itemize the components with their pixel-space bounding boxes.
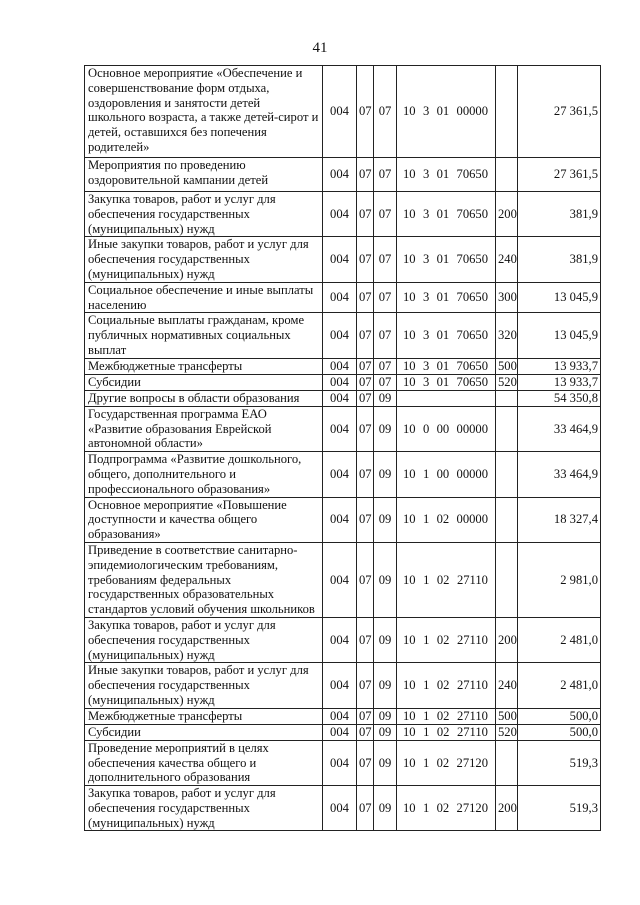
row-name: Основное мероприятие «Повышение доступности и качества общего образования» (85, 497, 323, 542)
row-vr: 300 (496, 282, 518, 313)
row-sum: 519,3 (518, 740, 601, 785)
csr-part: 3 (422, 167, 430, 182)
row-rz: 07 (357, 66, 374, 158)
csr-code (399, 375, 493, 390)
csr-code (399, 290, 493, 305)
csr-code (399, 801, 493, 816)
csr-part: 01 (436, 374, 450, 389)
row-rz: 07 (357, 313, 374, 358)
row-vr: 520 (496, 374, 518, 390)
row-rz: 07 (357, 617, 374, 662)
csr-part: 01 (436, 167, 450, 182)
row-vr (496, 542, 518, 617)
csr-part: 70650 (456, 358, 488, 373)
csr-part: 1 (423, 678, 430, 693)
page-number: 41 (312, 40, 328, 56)
row-vr: 200 (496, 192, 518, 237)
row-vr: 520 (496, 724, 518, 740)
csr-part: 02 (436, 572, 450, 587)
row-vr: 500 (496, 708, 518, 724)
row-csr (397, 358, 496, 374)
csr-part: 27120 (456, 755, 488, 770)
row-sum: 13 933,7 (518, 358, 601, 374)
row-rz: 07 (357, 374, 374, 390)
row-vr: 200 (496, 786, 518, 831)
row-gr: 004 (323, 663, 357, 708)
row-pr: 09 (374, 740, 397, 785)
csr-part: 01 (436, 104, 450, 119)
row-name: Иные закупки товаров, работ и услуг для обеспечения государственных (муниципальных) нужд (85, 663, 323, 708)
row-name: Закупка товаров, работ и услуг для обеспечения государственных (муниципальных) нужд (85, 192, 323, 237)
csr-code (399, 756, 493, 771)
table-row (85, 708, 601, 724)
table-row (85, 158, 601, 192)
row-gr: 004 (323, 542, 357, 617)
csr-part: 70650 (456, 328, 488, 343)
row-name: Иные закупки товаров, работ и услуг для обеспечения государственных (муниципальных) нужд (85, 237, 323, 282)
row-vr (496, 390, 518, 406)
row-rz: 07 (357, 192, 374, 237)
row-sum: 27 361,5 (518, 66, 601, 158)
row-pr: 09 (374, 452, 397, 497)
csr-part: 10 (403, 678, 416, 693)
row-sum: 33 464,9 (518, 452, 601, 497)
row-rz: 07 (357, 497, 374, 542)
table-row (85, 663, 601, 708)
row-csr (397, 663, 496, 708)
table-row (85, 192, 601, 237)
csr-part: 27110 (456, 632, 488, 647)
budget-table (84, 65, 601, 831)
csr-part: 70650 (456, 252, 488, 267)
row-csr (397, 406, 496, 451)
row-sum: 18 327,4 (518, 497, 601, 542)
row-name: Государственная программа ЕАО «Развитие образования Еврейской автономной области» (85, 406, 323, 451)
row-name: Субсидии (85, 724, 323, 740)
row-csr (397, 374, 496, 390)
csr-part: 01 (436, 358, 450, 373)
row-sum: 500,0 (518, 724, 601, 740)
row-vr (496, 406, 518, 451)
row-name: Межбюджетные трансферты (85, 358, 323, 374)
row-pr: 09 (374, 663, 397, 708)
csr-part: 02 (436, 632, 450, 647)
row-csr (397, 497, 496, 542)
csr-part: 02 (436, 724, 450, 739)
csr-code (399, 359, 493, 374)
row-gr: 004 (323, 390, 357, 406)
csr-part: 10 (403, 466, 416, 481)
row-pr: 09 (374, 497, 397, 542)
row-vr (496, 740, 518, 785)
csr-code (399, 167, 493, 182)
csr-part: 00000 (456, 466, 488, 481)
row-rz: 07 (357, 740, 374, 785)
csr-code (399, 678, 493, 693)
row-pr: 07 (374, 158, 397, 192)
csr-code (399, 512, 493, 527)
row-pr: 07 (374, 237, 397, 282)
row-pr: 09 (374, 617, 397, 662)
row-sum: 2 481,0 (518, 663, 601, 708)
csr-part: 1 (422, 466, 430, 481)
row-pr: 09 (374, 786, 397, 831)
csr-part: 10 (403, 374, 416, 389)
row-gr: 004 (323, 708, 357, 724)
csr-part: 70650 (456, 290, 488, 305)
row-vr (496, 497, 518, 542)
csr-part: 70650 (456, 167, 488, 182)
row-pr: 07 (374, 358, 397, 374)
csr-part: 3 (422, 374, 430, 389)
table-row (85, 66, 601, 158)
csr-part: 10 (403, 167, 416, 182)
row-pr: 09 (374, 708, 397, 724)
row-csr (397, 66, 496, 158)
row-vr (496, 452, 518, 497)
row-rz: 07 (357, 406, 374, 451)
csr-part: 10 (403, 632, 416, 647)
row-pr: 09 (374, 390, 397, 406)
csr-part: 3 (422, 252, 430, 267)
csr-part: 10 (403, 252, 416, 267)
csr-part: 1 (423, 724, 430, 739)
row-pr: 07 (374, 282, 397, 313)
row-csr (397, 740, 496, 785)
csr-code (399, 467, 493, 482)
csr-part: 10 (403, 421, 416, 436)
csr-part: 1 (423, 572, 430, 587)
row-csr (397, 158, 496, 192)
row-vr (496, 66, 518, 158)
row-csr (397, 617, 496, 662)
row-sum: 2 481,0 (518, 617, 601, 662)
csr-code (399, 252, 493, 267)
table-row (85, 452, 601, 497)
row-gr: 004 (323, 313, 357, 358)
csr-part: 02 (436, 800, 450, 815)
row-name: Межбюджетные трансферты (85, 708, 323, 724)
csr-part: 10 (403, 358, 416, 373)
csr-part: 02 (436, 678, 450, 693)
row-vr: 240 (496, 663, 518, 708)
row-rz: 07 (357, 390, 374, 406)
row-name: Другие вопросы в области образования (85, 390, 323, 406)
row-sum: 13 933,7 (518, 374, 601, 390)
row-sum: 381,9 (518, 237, 601, 282)
row-rz: 07 (357, 542, 374, 617)
row-csr (397, 390, 496, 406)
row-sum: 13 045,9 (518, 282, 601, 313)
csr-part: 0 (422, 421, 430, 436)
csr-part: 70650 (456, 374, 488, 389)
row-sum: 500,0 (518, 708, 601, 724)
csr-part: 02 (436, 512, 450, 527)
csr-part: 02 (436, 708, 450, 723)
table-row (85, 617, 601, 662)
row-csr (397, 452, 496, 497)
row-gr: 004 (323, 282, 357, 313)
csr-part: 1 (422, 755, 430, 770)
row-pr: 07 (374, 313, 397, 358)
row-pr: 07 (374, 66, 397, 158)
row-sum: 54 350,8 (518, 390, 601, 406)
csr-part: 00 (436, 421, 450, 436)
csr-part: 27110 (456, 572, 488, 587)
row-gr: 004 (323, 724, 357, 740)
csr-part: 01 (436, 290, 450, 305)
row-vr: 320 (496, 313, 518, 358)
table-row (85, 740, 601, 785)
row-rz: 07 (357, 663, 374, 708)
row-sum: 381,9 (518, 192, 601, 237)
row-gr: 004 (323, 617, 357, 662)
table-row (85, 724, 601, 740)
row-name: Подпрограмма «Развитие дошкольного, общего, дополнительного и профессионального образования» (85, 452, 323, 497)
row-rz: 07 (357, 452, 374, 497)
row-rz: 07 (357, 786, 374, 831)
csr-part: 10 (403, 708, 416, 723)
table-row (85, 313, 601, 358)
row-gr: 004 (323, 237, 357, 282)
table-row (85, 374, 601, 390)
csr-code (399, 709, 493, 724)
row-rz: 07 (357, 358, 374, 374)
row-pr: 09 (374, 406, 397, 451)
table-row (85, 390, 601, 406)
csr-part: 10 (403, 724, 416, 739)
row-sum: 13 045,9 (518, 313, 601, 358)
row-name: Основное мероприятие «Обеспечение и совершенствование форм отдыха, оздоровления и занятости детей школьного возраста, а также детей-сирот и детей, оставшихся без попечения родителей» (85, 66, 323, 158)
row-name: Социальное обеспечение и иные выплаты населению (85, 282, 323, 313)
csr-part: 10 (403, 206, 416, 221)
csr-code (399, 328, 493, 343)
csr-part: 70650 (456, 206, 488, 221)
row-csr (397, 724, 496, 740)
csr-part: 02 (436, 755, 450, 770)
table-row (85, 497, 601, 542)
csr-part: 1 (422, 800, 430, 815)
row-name: Мероприятия по проведению оздоровительной кампании детей (85, 158, 323, 192)
row-vr (496, 158, 518, 192)
row-name: Субсидии (85, 374, 323, 390)
row-sum: 27 361,5 (518, 158, 601, 192)
row-csr (397, 708, 496, 724)
row-rz: 07 (357, 708, 374, 724)
row-rz: 07 (357, 282, 374, 313)
table-row (85, 282, 601, 313)
csr-part: 10 (403, 328, 416, 343)
row-name: Социальные выплаты гражданам, кроме публичных нормативных социальных выплат (85, 313, 323, 358)
row-csr (397, 313, 496, 358)
csr-part: 1 (422, 512, 430, 527)
csr-part: 00000 (456, 104, 488, 119)
row-sum: 519,3 (518, 786, 601, 831)
csr-code (399, 207, 493, 222)
csr-part: 1 (423, 708, 430, 723)
row-csr (397, 786, 496, 831)
csr-part: 3 (422, 104, 430, 119)
row-csr (397, 237, 496, 282)
row-vr: 240 (496, 237, 518, 282)
csr-part: 10 (403, 800, 416, 815)
csr-part: 01 (436, 328, 450, 343)
row-gr: 004 (323, 66, 357, 158)
row-gr: 004 (323, 452, 357, 497)
table-row (85, 406, 601, 451)
csr-part: 10 (403, 512, 416, 527)
row-gr: 004 (323, 406, 357, 451)
row-gr: 004 (323, 158, 357, 192)
table-row (85, 786, 601, 831)
csr-part: 10 (403, 572, 416, 587)
row-gr: 004 (323, 740, 357, 785)
csr-code (399, 104, 493, 119)
row-name: Проведение мероприятий в целях обеспечения качества общего и дополнительного образования (85, 740, 323, 785)
csr-part: 01 (436, 252, 450, 267)
csr-part: 10 (403, 290, 416, 305)
row-gr: 004 (323, 192, 357, 237)
table-row (85, 542, 601, 617)
row-gr: 004 (323, 497, 357, 542)
csr-part: 27120 (456, 800, 488, 815)
csr-part: 3 (422, 290, 430, 305)
csr-code (399, 725, 493, 740)
row-gr: 004 (323, 374, 357, 390)
csr-code (399, 573, 493, 588)
row-vr: 500 (496, 358, 518, 374)
csr-part: 10 (403, 755, 416, 770)
csr-part: 3 (422, 206, 430, 221)
csr-part: 00000 (456, 512, 488, 527)
csr-part: 3 (422, 328, 430, 343)
csr-part: 00 (436, 466, 450, 481)
row-csr (397, 542, 496, 617)
csr-part: 27110 (456, 678, 488, 693)
row-pr: 09 (374, 542, 397, 617)
table-row (85, 237, 601, 282)
row-rz: 07 (357, 237, 374, 282)
row-name: Закупка товаров, работ и услуг для обеспечения государственных (муниципальных) нужд (85, 786, 323, 831)
csr-code (399, 422, 493, 437)
csr-code (399, 633, 493, 648)
row-gr: 004 (323, 786, 357, 831)
csr-part: 00000 (456, 421, 488, 436)
row-gr: 004 (323, 358, 357, 374)
csr-part: 1 (423, 632, 430, 647)
row-pr: 07 (374, 374, 397, 390)
budget-table-body (85, 66, 601, 831)
csr-part: 27110 (456, 708, 488, 723)
row-rz: 07 (357, 158, 374, 192)
csr-part: 27110 (456, 724, 488, 739)
row-csr (397, 192, 496, 237)
row-pr: 09 (374, 724, 397, 740)
row-csr (397, 282, 496, 313)
row-name: Приведение в соответствие санитарно-эпидемиологическим требованиям, требованиям федеральных государственных образовательных стандартов условий обучения школьников (85, 542, 323, 617)
row-sum: 2 981,0 (518, 542, 601, 617)
csr-part: 10 (403, 104, 416, 119)
row-sum: 33 464,9 (518, 406, 601, 451)
csr-part: 01 (436, 206, 450, 221)
row-rz: 07 (357, 724, 374, 740)
row-pr: 07 (374, 192, 397, 237)
csr-part: 3 (422, 358, 430, 373)
row-vr: 200 (496, 617, 518, 662)
table-row (85, 358, 601, 374)
row-name: Закупка товаров, работ и услуг для обеспечения государственных (муниципальных) нужд (85, 617, 323, 662)
